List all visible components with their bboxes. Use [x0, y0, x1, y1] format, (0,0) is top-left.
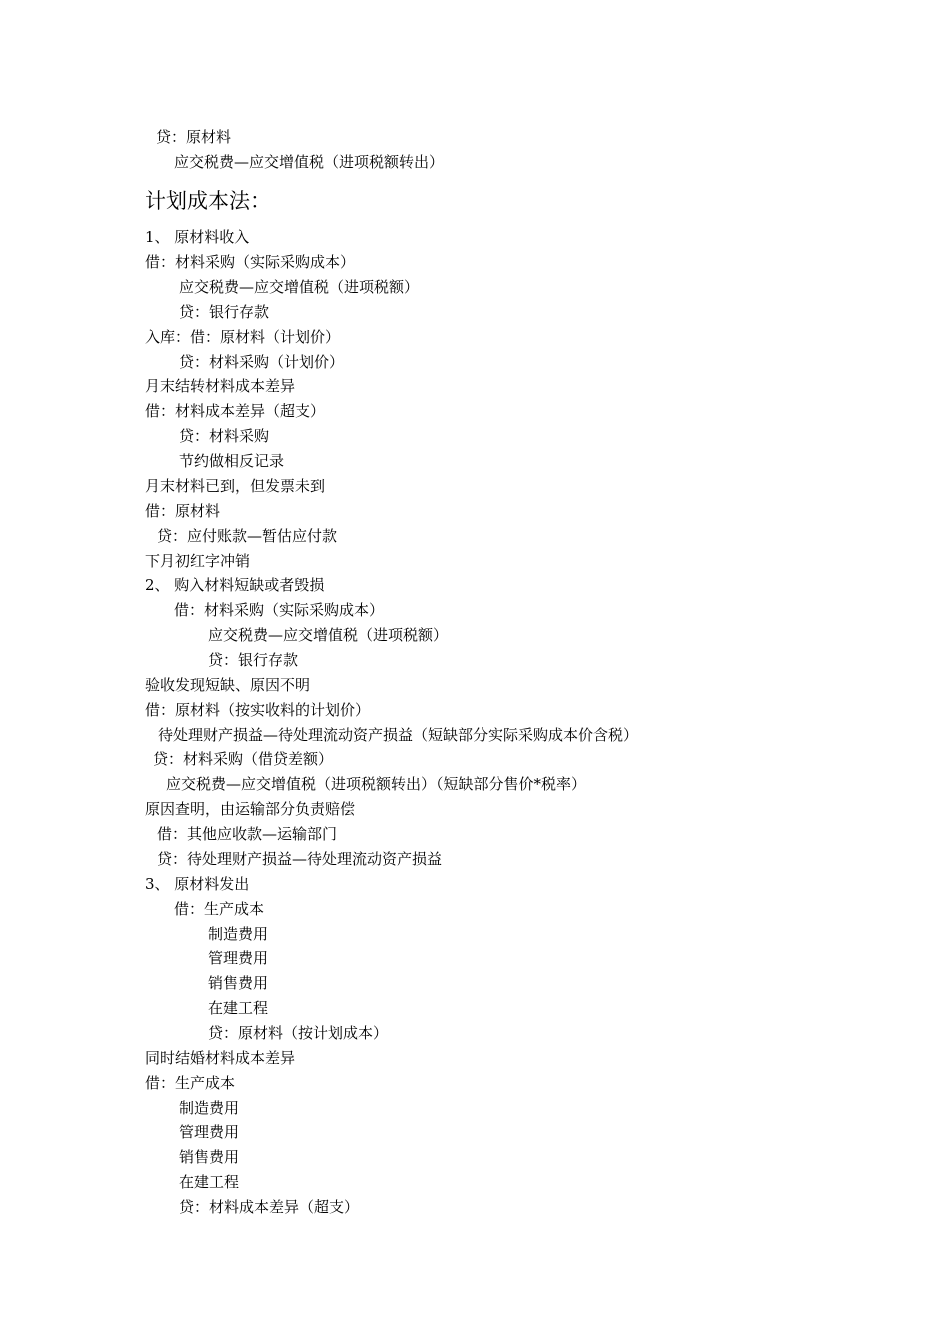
text-line: 贷：材料采购（借贷差额） [153, 750, 334, 768]
text-line: 1、 原材料收入 [145, 228, 250, 246]
text-line: 借：原材料 [145, 502, 221, 520]
section-heading: 计划成本法： [145, 189, 271, 213]
text-line: 节约做相反记录 [179, 452, 285, 470]
text-line: 验收发现短缺、原因不明 [145, 676, 311, 694]
text-line: 贷：材料成本差异（超支） [179, 1198, 360, 1216]
text-line: 借：生产成本 [145, 1074, 236, 1092]
text-line: 借：材料采购（实际采购成本） [174, 601, 385, 619]
text-line: 月末材料已到，但发票未到 [145, 477, 326, 495]
text-line: 贷：材料采购（计划价） [179, 353, 345, 371]
text-line: 贷：银行存款 [179, 303, 270, 321]
text-line: 3、 原材料发出 [145, 875, 250, 893]
text-line: 借：其他应收款—运输部门 [157, 825, 338, 843]
text-line: 在建工程 [208, 999, 269, 1017]
text-line: 借：原材料（按实收料的计划价） [145, 701, 371, 719]
text-line: 2、 购入材料短缺或者毁损 [145, 576, 325, 594]
text-line: 应交税费—应交增值税（进项税额） [208, 626, 449, 644]
text-line: 同时结婚材料成本差异 [145, 1049, 296, 1067]
text-line: 应交税费—应交增值税（进项税额转出） [174, 153, 445, 171]
text-line: 管理费用 [179, 1123, 240, 1141]
text-line: 入库：借：原材料（计划价） [145, 328, 341, 346]
text-line: 贷：待处理财产损益—待处理流动资产损益 [157, 850, 443, 868]
text-line: 月末结转材料成本差异 [145, 377, 296, 395]
text-line: 借：材料采购（实际采购成本） [145, 253, 356, 271]
text-line: 制造费用 [208, 925, 269, 943]
text-line: 贷：应付账款—暂估应付款 [157, 527, 338, 545]
text-line: 应交税费—应交增值税（进项税额转出）（短缺部分售价*税率） [166, 775, 587, 793]
text-line: 借：生产成本 [174, 900, 265, 918]
text-line: 贷：银行存款 [208, 651, 299, 669]
text-line: 管理费用 [208, 949, 269, 967]
text-line: 在建工程 [179, 1173, 240, 1191]
text-line: 制造费用 [179, 1099, 240, 1117]
text-line: 下月初红字冲销 [145, 552, 251, 570]
text-line: 原因查明，由运输部分负责赔偿 [145, 800, 356, 818]
text-line: 应交税费—应交增值税（进项税额） [179, 278, 420, 296]
text-line: 销售费用 [179, 1148, 240, 1166]
text-line: 借：材料成本差异（超支） [145, 402, 326, 420]
text-line: 贷：原材料 [156, 128, 232, 146]
text-line: 待处理财产损益—待处理流动资产损益（短缺部分实际采购成本价含税） [158, 726, 639, 744]
text-line: 贷：材料采购 [179, 427, 270, 445]
text-line: 销售费用 [208, 974, 269, 992]
text-line: 贷：原材料（按计划成本） [208, 1024, 389, 1042]
